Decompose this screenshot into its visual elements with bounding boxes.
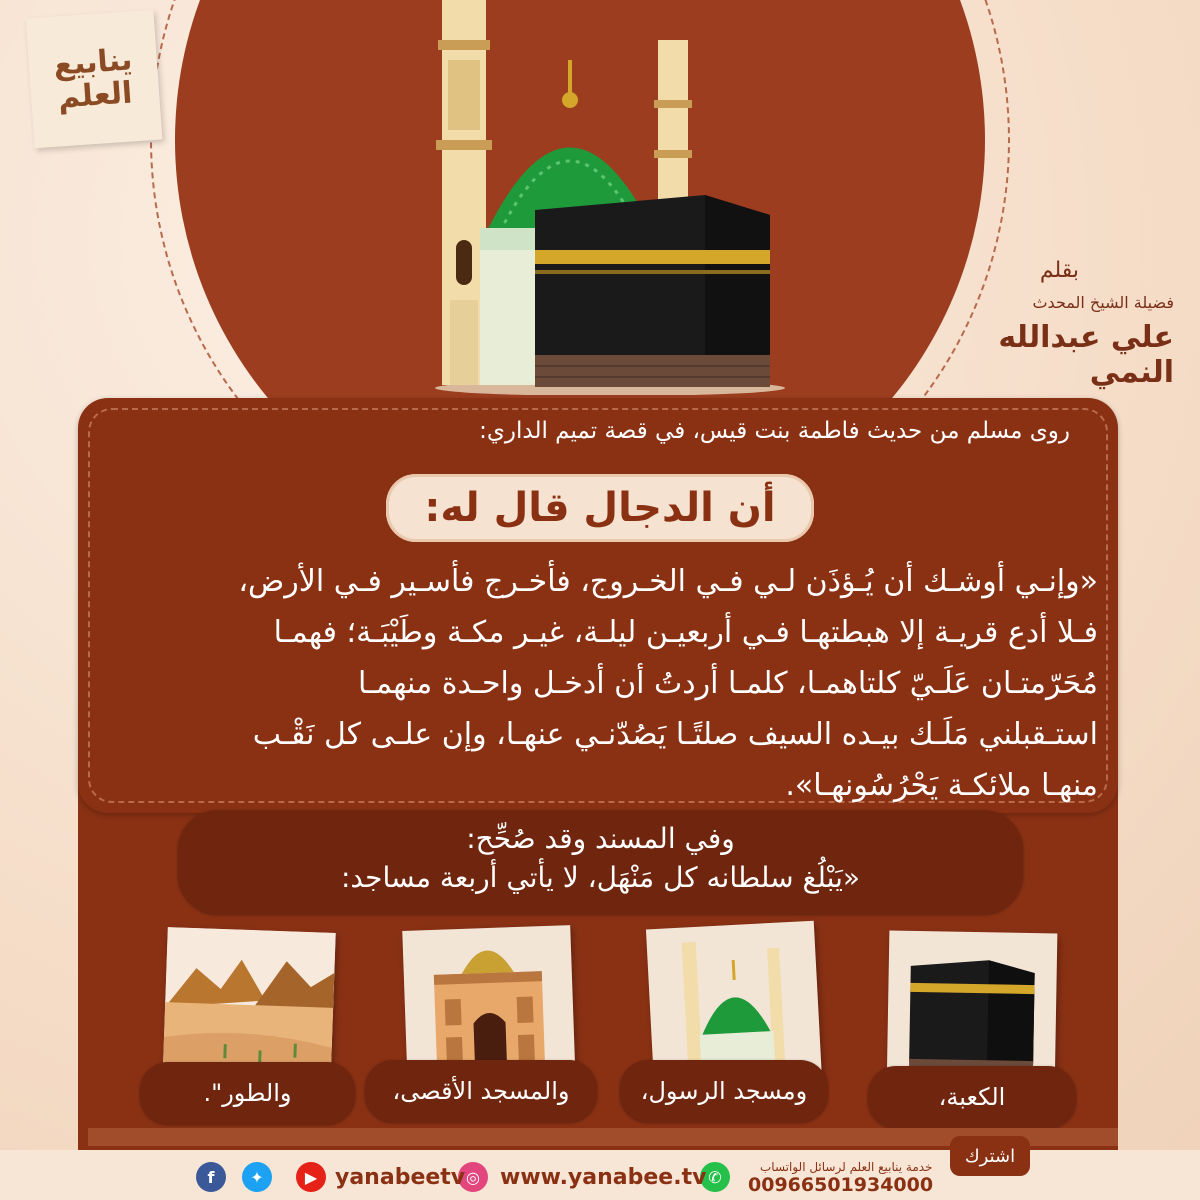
twitter-icon[interactable]: ✦ bbox=[242, 1162, 272, 1192]
quote-line: «وإنـي أوشـك أن يُـؤذَن لـي فـي الخـروج، فأخـرج فأسـير فـي الأرض، bbox=[238, 564, 1098, 599]
label-mount-tur bbox=[140, 1062, 355, 1124]
social-handle[interactable]: yanabeetv bbox=[335, 1165, 466, 1190]
musnad-box bbox=[178, 810, 1023, 914]
quote-line: فـلا أدع قريـة إلا هبطتهـا فـي أربعيـن ليلـة، غيـر مكـة وطَيْبَـة؛ فهمـا bbox=[273, 615, 1098, 650]
quote-line: منهـا ملائكـة يَحْرُسُونهـا». bbox=[785, 768, 1098, 803]
whatsapp-icon[interactable]: ✆ bbox=[700, 1162, 730, 1192]
quote-line: مُحَرّمتـان عَلَـيّ كلتاهمـا، كلمـا أردتُ أن أدخـل واحـدة منهمـا bbox=[357, 666, 1098, 701]
place-label: والطور". bbox=[203, 1079, 292, 1107]
label-kaaba bbox=[868, 1066, 1076, 1128]
heading-pill bbox=[386, 474, 814, 542]
label-aqsa-mosque bbox=[365, 1060, 597, 1122]
musnad-line-1: وفي المسند وقد صُحِّح: bbox=[466, 822, 735, 855]
dribbble-icon[interactable]: ◎ bbox=[458, 1162, 488, 1192]
author-name: علي عبدالله النمي bbox=[998, 320, 1174, 390]
author-signature bbox=[974, 258, 1174, 390]
author-title: فضيلة الشيخ المحدث bbox=[1032, 293, 1174, 312]
website-link[interactable]: www.yanabee.tv bbox=[500, 1165, 707, 1190]
place-label: والمسجد الأقصى، bbox=[392, 1077, 570, 1105]
label-prophet-mosque bbox=[620, 1060, 828, 1122]
brand-logo bbox=[26, 10, 163, 149]
place-label: الكعبة، bbox=[938, 1083, 1006, 1111]
facebook-icon[interactable]: f bbox=[196, 1162, 226, 1192]
place-label: ومسجد الرسول، bbox=[640, 1077, 808, 1105]
intro-text: روى مسلم من حديث فاطمة بنت قيس، في قصة تميم الداري: bbox=[479, 418, 1070, 444]
logo-text: ينابيع العلم bbox=[52, 42, 134, 116]
musnad-line-2: «يَبْلُغ سلطانه كل مَنْهَل، لا يأتي أربعة مساجد: bbox=[341, 861, 860, 894]
holy-mosques-illustration bbox=[420, 0, 790, 395]
subscribe-label: اشترك bbox=[964, 1145, 1016, 1167]
heading-text: أن الدجال قال له: bbox=[424, 485, 776, 531]
whatsapp-service-text: خدمة ينابيع العلم لرسائل الواتساب bbox=[760, 1160, 933, 1174]
youtube-icon[interactable]: ▶ bbox=[296, 1162, 326, 1192]
hadith-quote bbox=[108, 556, 1098, 811]
quote-line: استـقبلني مَلَـك بيـده السيف صلتًـا يَصُدّنـي عنهـا، وإن علـى كل نَقْـب bbox=[252, 717, 1098, 752]
whatsapp-phone[interactable]: 00966501934000 bbox=[748, 1174, 934, 1196]
subscribe-button[interactable] bbox=[950, 1136, 1030, 1176]
author-by-label: بقلم bbox=[1039, 258, 1079, 283]
